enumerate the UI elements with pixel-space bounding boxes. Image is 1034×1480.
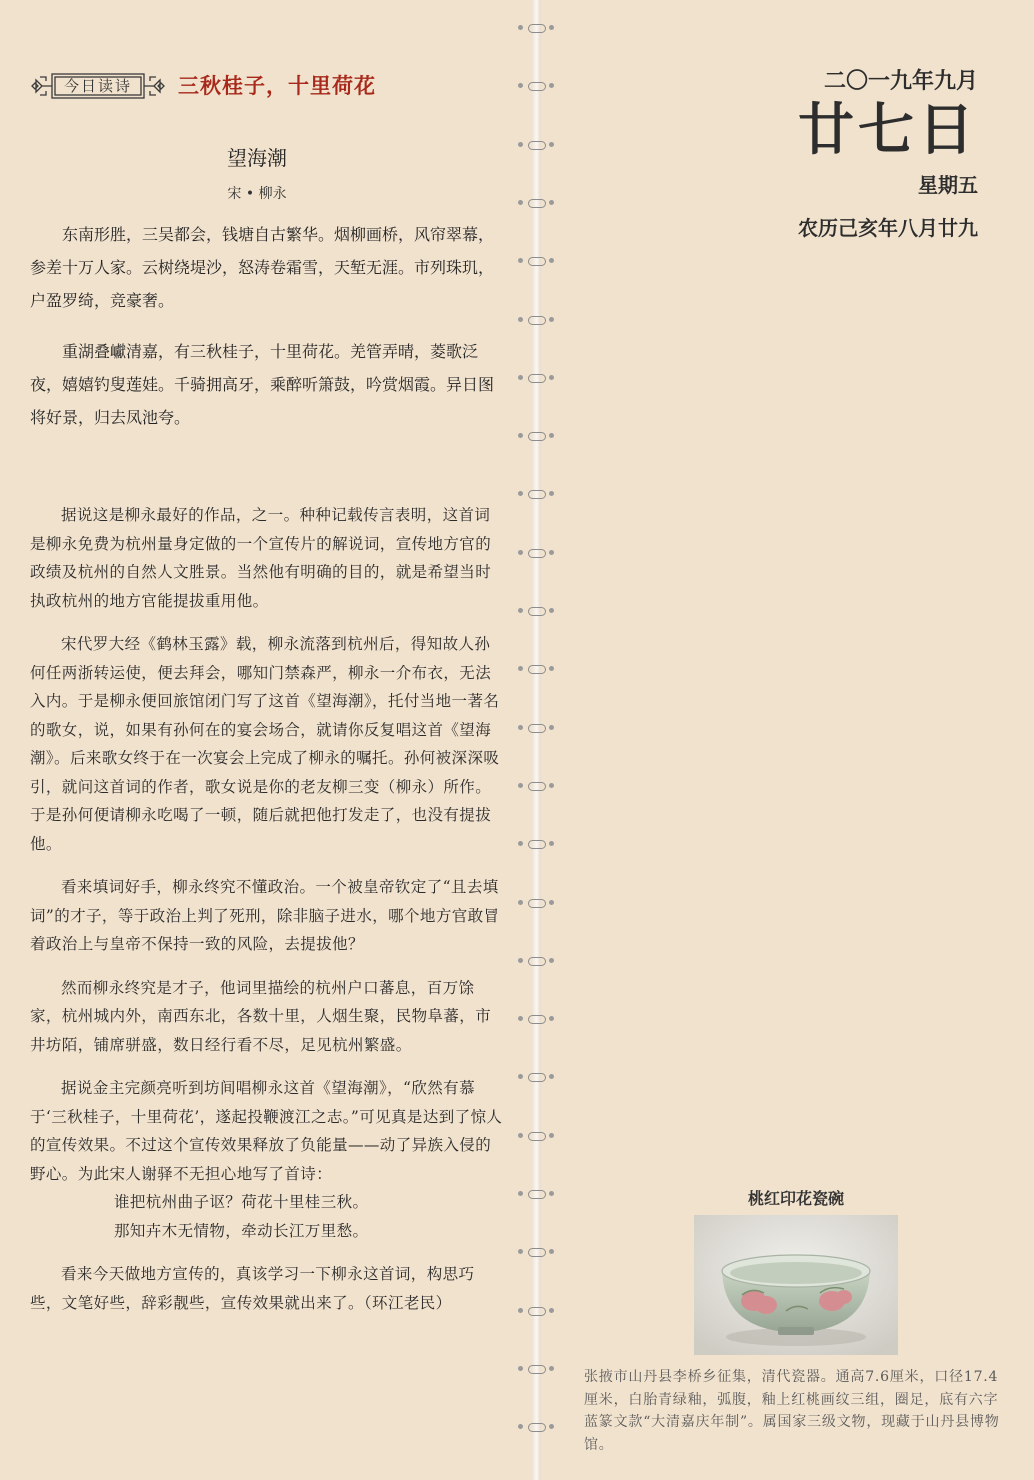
binding-ring-icon	[518, 489, 554, 499]
binding-ring-icon	[518, 898, 554, 908]
binding-ring-icon	[518, 956, 554, 966]
essay-paragraph: 宋代罗大经《鹤林玉露》载，柳永流落到杭州后，得知故人孙何任两浙转运使，便去拜会，哪知门禁森严，柳永一介布衣，无法入内。于是柳永便回旅馆闭门写了这首《望海潮》，托付当地一著名的歌女，说，如果有孙何在的宴会场合，就请你反复唱这首《望海潮》。后来歌女终于在一次宴会上完成了柳永的嘱托。孙何被深深吸引，就问这首词的作者，歌女说是你的老友柳三变（柳永）所作。于是孙何便请柳永吃喝了一顿，随后就把他打发走了，也没有提拔他。	[30, 635, 500, 853]
date-lunar: 农历己亥年八月廿九	[798, 216, 978, 240]
poem-author: 宋 • 柳永	[227, 186, 287, 202]
essay-closing: 看来今天做地方宣传的，真该学习一下柳永这首词，构思巧些，文笔好些，辞彩靓些，宣传效果就出来了。（环江老民）	[30, 1265, 475, 1312]
porcelain-bowl-icon	[694, 1215, 898, 1355]
binding-ring-icon	[518, 723, 554, 733]
binding-ring-icon	[518, 664, 554, 674]
essay-paragraph: 然而柳永终究是才子，他词里描绘的杭州户口蕃息，百万馀家，杭州城内外，南西东北，各数十里，人烟生聚，民物阜蕃，市井坊陌，铺席骈盛，数日经行看不尽，足见杭州繁盛。	[30, 978, 492, 1054]
date-year-month: 二〇一九年九月	[823, 68, 978, 94]
binding-ring-icon	[518, 1306, 554, 1316]
daily-poem-badge	[30, 69, 166, 103]
essay-paragraph: 据说这是柳永最好的作品，之一。种种记载传言表明，这首词是柳永免费为杭州量身定做的一个宣传片的解说词，宣传地方官的政绩及杭州的自然人文胜景。当然他有明确的目的，就是希望当时执政杭州的地方官能提拔重用他。	[30, 506, 492, 610]
date-day: 廿七日	[798, 97, 978, 163]
porcelain-bowl-image	[694, 1215, 898, 1355]
binding-ring-icon	[518, 781, 554, 791]
binding-ring-icon	[518, 606, 554, 616]
essay	[30, 501, 504, 1332]
binding-ring-icon	[518, 431, 554, 441]
verse-line: 谁把杭州曲子讴？荷花十里桂三秋。	[114, 1193, 369, 1211]
binding-ring-icon	[518, 839, 554, 849]
poem-paragraph: 东南形胜，三吴都会，钱塘自古繁华。烟柳画桥，风帘翠幕，参差十万人家。云树绕堤沙，怒涛卷霜雪，天堑无涯。市列珠玑，户盈罗绮，竞豪奢。	[30, 225, 495, 310]
artifact-title: 桃红印花瓷碗	[747, 1189, 844, 1208]
binding-ring-icon	[518, 1014, 554, 1024]
binding-ring-icon	[518, 1072, 554, 1082]
binding-ring-icon	[518, 81, 554, 91]
binding-ring-icon	[518, 1364, 554, 1374]
binding-ring-icon	[518, 198, 554, 208]
poem-paragraph: 重湖叠巘清嘉，有三秋桂子，十里荷花。羌管弄晴，菱歌泛夜，嬉嬉钓叟莲娃。千骑拥高牙，乘醉听箫鼓，吟赏烟霞。异日图将好景，归去凤池夸。	[30, 342, 495, 427]
date-block	[798, 64, 978, 241]
date-weekday: 星期五	[918, 173, 978, 197]
binding-ring-icon	[518, 1247, 554, 1257]
header-title: 三秋桂子，十里荷花	[178, 73, 376, 98]
binding-ring-icon	[518, 140, 554, 150]
essay-paragraph: 据说金主完颜亮听到坊间唱柳永这首《望海潮》，“欣然有慕于‘三秋桂子，十里荷花’，遂起投鞭渡江之志。”可见真是达到了惊人的宣传效果。不过这个宣传效果释放了负能量——动了异族入侵的野心。为此宋人谢驿不无担心地写了首诗：	[30, 1079, 503, 1183]
binding-ring-icon	[518, 373, 554, 383]
binding-ring-icon	[518, 315, 554, 325]
binding-ring-icon	[518, 23, 554, 33]
binding-ring-icon	[518, 1422, 554, 1432]
essay-paragraph: 看来填词好手，柳永终究不懂政治。一个被皇帝钦定了“且去填词”的才子，等于政治上判了死刑，除非脑子进水，哪个地方官敢冒着政治上与皇帝不保持一致的风险，去提拔他？	[30, 878, 500, 953]
binding-ring-icon	[518, 1131, 554, 1141]
badge-label: 今日读诗	[63, 77, 132, 95]
artifact-description: 张掖市山丹县李桥乡征集，清代瓷器。通高7.6厘米，口径17.4厘米，白胎青绿釉，弧腹，釉上红桃画纹三组，圈足，底有六字蓝篆文款“大清嘉庆年制”。属国家三级文物，现藏于山丹县博物馆。	[584, 1369, 1000, 1453]
binding-ring-icon	[518, 548, 554, 558]
poem-title: 望海潮	[227, 146, 287, 170]
binding-ring-icon	[518, 1189, 554, 1199]
binding-spine	[532, 0, 541, 1480]
verse-line: 那知卉木无情物，牵动长江万里愁。	[114, 1221, 369, 1240]
binding-ring-icon	[518, 256, 554, 266]
